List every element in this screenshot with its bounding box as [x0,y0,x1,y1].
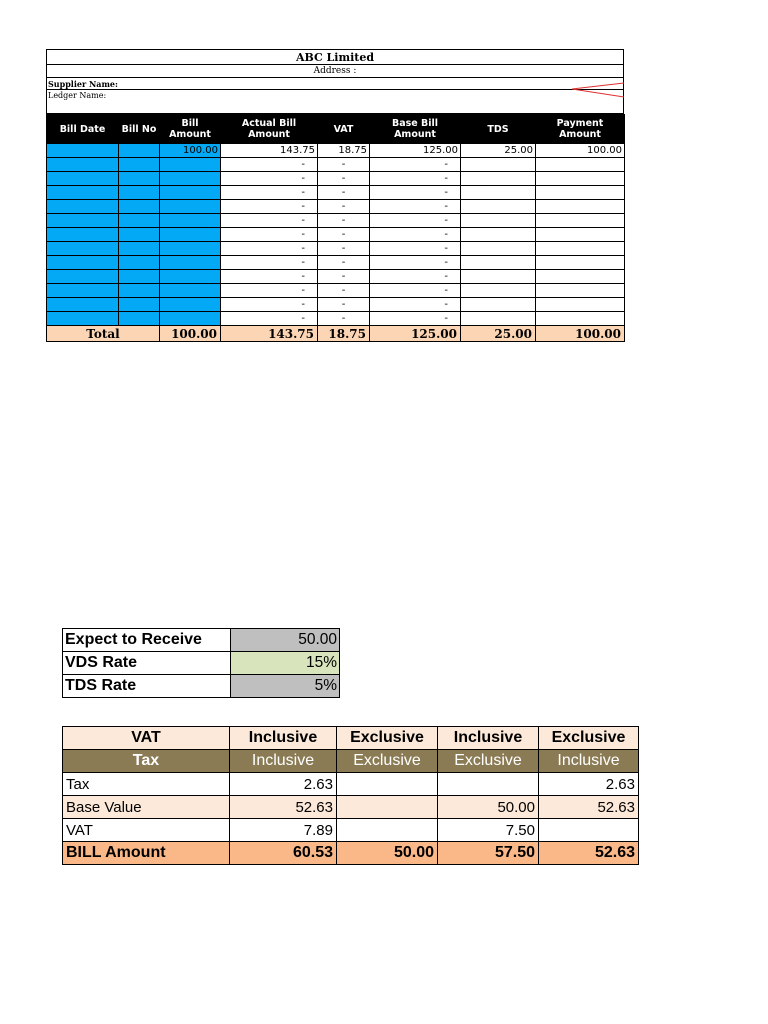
table-row [47,172,625,186]
table-row [47,242,625,256]
cell-payment-amount [536,228,625,242]
cell-payment-amount [536,200,625,214]
cell-base-bill-amount: - [370,256,461,270]
cell-actual-bill-amount: - [221,214,318,228]
cell-payment-amount [536,172,625,186]
tax-row-cell: 2.63 [230,773,337,796]
cell-actual-bill-amount: 143.75 [221,144,318,158]
cell-tds [461,172,536,186]
cell-bill-date[interactable] [47,158,119,172]
cell-base-bill-amount: - [370,158,461,172]
supplier-name-label: Supplier Name: [46,78,624,90]
table-row [47,158,625,172]
base-value-cell: 52.63 [539,796,639,819]
vat-header-label: VAT [63,727,230,750]
cell-bill-date[interactable] [47,186,119,200]
cell-bill-amount[interactable] [160,214,221,228]
vds-rate-value[interactable]: 15% [231,652,340,675]
cell-bill-no[interactable] [119,172,160,186]
vat-header-4: Exclusive [539,727,639,750]
table-row [47,312,625,326]
table-row [47,200,625,214]
cell-actual-bill-amount: - [221,158,318,172]
col-base-bill-amount: Base Bill Amount [370,115,461,144]
cell-bill-no[interactable] [119,284,160,298]
expect-to-receive-label: Expect to Receive [63,629,231,652]
cell-bill-amount[interactable]: 100.00 [160,144,221,158]
cell-payment-amount [536,284,625,298]
cell-base-bill-amount: - [370,270,461,284]
cell-bill-amount[interactable] [160,172,221,186]
vat-scenario-table [62,726,639,865]
cell-actual-bill-amount: - [221,242,318,256]
cell-vat: - [318,256,370,270]
table-row [47,214,625,228]
cell-bill-amount[interactable] [160,242,221,256]
cell-bill-amount[interactable] [160,270,221,284]
col-actual-bill-amount: Actual Bill Amount [221,115,318,144]
cell-bill-date[interactable] [47,144,119,158]
base-value-cell: 52.63 [230,796,337,819]
tds-rate-value[interactable]: 5% [231,675,340,698]
cell-actual-bill-amount: - [221,256,318,270]
base-value-cell: 50.00 [438,796,539,819]
vat-header-row [63,727,639,750]
cell-vat: - [318,228,370,242]
calc-row-tds [63,675,340,698]
cell-tds [461,214,536,228]
cell-bill-date[interactable] [47,242,119,256]
table-row [47,186,625,200]
cell-bill-date[interactable] [47,228,119,242]
cell-bill-no[interactable] [119,242,160,256]
cell-vat: - [318,242,370,256]
table-row [47,284,625,298]
address-line: Address : [46,65,624,78]
vat-header-2: Exclusive [337,727,438,750]
cell-tds [461,256,536,270]
vat-row [63,819,639,842]
table-row [47,228,625,242]
vat-header-3: Inclusive [438,727,539,750]
cell-actual-bill-amount: - [221,298,318,312]
cell-payment-amount [536,158,625,172]
total-row [47,326,625,342]
vat-row-cell [337,819,438,842]
table-row [47,144,625,158]
cell-base-bill-amount: - [370,298,461,312]
cell-base-bill-amount: - [370,284,461,298]
cell-bill-amount[interactable] [160,228,221,242]
total-actual-bill-amount: 143.75 [221,326,318,342]
cell-vat: - [318,270,370,284]
vat-header-1: Inclusive [230,727,337,750]
ledger-name-label: Ledger Name: [46,90,624,102]
cell-actual-bill-amount: - [221,200,318,214]
vat-row-cell [539,819,639,842]
bill-sheet [46,49,624,342]
tax-header-row [63,750,639,773]
total-base-bill-amount: 125.00 [370,326,461,342]
base-value-label: Base Value [63,796,230,819]
total-label: Total [47,326,160,342]
base-value-row [63,796,639,819]
cell-bill-amount[interactable] [160,186,221,200]
bill-amount-cell: 57.50 [438,842,539,865]
cell-payment-amount [536,242,625,256]
col-tds: TDS [461,115,536,144]
cell-bill-date[interactable] [47,256,119,270]
calc-row-expect [63,629,340,652]
cell-payment-amount [536,312,625,326]
cell-base-bill-amount: - [370,214,461,228]
cell-bill-date[interactable] [47,214,119,228]
tax-header-label: Tax [63,750,230,773]
cell-bill-amount[interactable] [160,284,221,298]
bill-rows [47,144,625,326]
table-row [47,270,625,284]
spacer-row [46,102,624,114]
cell-bill-date[interactable] [47,172,119,186]
cell-actual-bill-amount: - [221,186,318,200]
cell-actual-bill-amount: - [221,228,318,242]
cell-payment-amount [536,186,625,200]
cell-vat: - [318,172,370,186]
cell-vat: - [318,312,370,326]
arrow-pointer-icon [570,81,626,99]
tax-header-1: Inclusive [230,750,337,773]
cell-bill-date[interactable] [47,312,119,326]
cell-tds [461,200,536,214]
cell-bill-amount[interactable] [160,298,221,312]
cell-bill-no[interactable] [119,312,160,326]
cell-bill-no[interactable] [119,256,160,270]
tds-rate-label: TDS Rate [63,675,231,698]
total-payment-amount: 100.00 [536,326,625,342]
cell-payment-amount [536,298,625,312]
cell-tds [461,158,536,172]
cell-tds [461,312,536,326]
cell-bill-amount[interactable] [160,312,221,326]
tax-header-2: Exclusive [337,750,438,773]
cell-vat: - [318,214,370,228]
company-title: ABC Limited [46,49,624,65]
tax-row-cell [337,773,438,796]
bill-amount-label: BILL Amount [63,842,230,865]
col-bill-date: Bill Date [47,115,119,144]
cell-base-bill-amount: - [370,312,461,326]
table-row [47,298,625,312]
cell-payment-amount [536,214,625,228]
cell-payment-amount [536,270,625,284]
cell-tds [461,270,536,284]
cell-bill-no[interactable] [119,298,160,312]
vds-rate-label: VDS Rate [63,652,231,675]
cell-payment-amount: 100.00 [536,144,625,158]
table-row [47,256,625,270]
cell-vat: - [318,298,370,312]
tax-header-4: Inclusive [539,750,639,773]
total-vat: 18.75 [318,326,370,342]
cell-tds [461,242,536,256]
cell-bill-amount[interactable] [160,200,221,214]
cell-bill-date[interactable] [47,298,119,312]
col-payment-amount: Payment Amount [536,115,625,144]
bill-table [46,114,625,342]
col-bill-no: Bill No [119,115,160,144]
col-bill-amount: Bill Amount [160,115,221,144]
cell-tds [461,284,536,298]
cell-base-bill-amount: - [370,186,461,200]
cell-bill-no[interactable] [119,270,160,284]
base-value-cell [337,796,438,819]
cell-bill-no[interactable] [119,186,160,200]
cell-actual-bill-amount: - [221,172,318,186]
tax-row-cell [438,773,539,796]
cell-tds [461,186,536,200]
rate-inputs [62,628,340,698]
cell-bill-no[interactable] [119,158,160,172]
cell-bill-amount[interactable] [160,256,221,270]
cell-base-bill-amount: - [370,172,461,186]
cell-vat: - [318,200,370,214]
cell-base-bill-amount: - [370,228,461,242]
cell-payment-amount [536,256,625,270]
tax-row-label: Tax [63,773,230,796]
cell-actual-bill-amount: - [221,284,318,298]
cell-base-bill-amount: - [370,200,461,214]
cell-vat: - [318,284,370,298]
cell-vat: - [318,186,370,200]
calc-row-vds [63,652,340,675]
vat-row-cell: 7.50 [438,819,539,842]
cell-vat: 18.75 [318,144,370,158]
cell-tds: 25.00 [461,144,536,158]
bill-table-header [47,115,625,144]
cell-bill-date[interactable] [47,284,119,298]
cell-actual-bill-amount: - [221,312,318,326]
bill-amount-row [63,842,639,865]
tax-row [63,773,639,796]
expect-to-receive-value[interactable]: 50.00 [231,629,340,652]
cell-vat: - [318,158,370,172]
vat-row-cell: 7.89 [230,819,337,842]
cell-bill-no[interactable] [119,214,160,228]
cell-tds [461,298,536,312]
cell-bill-no[interactable] [119,200,160,214]
bill-amount-cell: 50.00 [337,842,438,865]
cell-tds [461,228,536,242]
tax-row-cell: 2.63 [539,773,639,796]
cell-bill-amount[interactable] [160,158,221,172]
cell-bill-no[interactable] [119,144,160,158]
bill-amount-cell: 52.63 [539,842,639,865]
cell-bill-no[interactable] [119,228,160,242]
cell-base-bill-amount: 125.00 [370,144,461,158]
col-vat: VAT [318,115,370,144]
vat-row-label: VAT [63,819,230,842]
cell-bill-date[interactable] [47,270,119,284]
cell-bill-date[interactable] [47,200,119,214]
cell-actual-bill-amount: - [221,270,318,284]
bill-amount-cell: 60.53 [230,842,337,865]
tax-header-3: Exclusive [438,750,539,773]
total-bill-amount: 100.00 [160,326,221,342]
cell-base-bill-amount: - [370,242,461,256]
total-tds: 25.00 [461,326,536,342]
